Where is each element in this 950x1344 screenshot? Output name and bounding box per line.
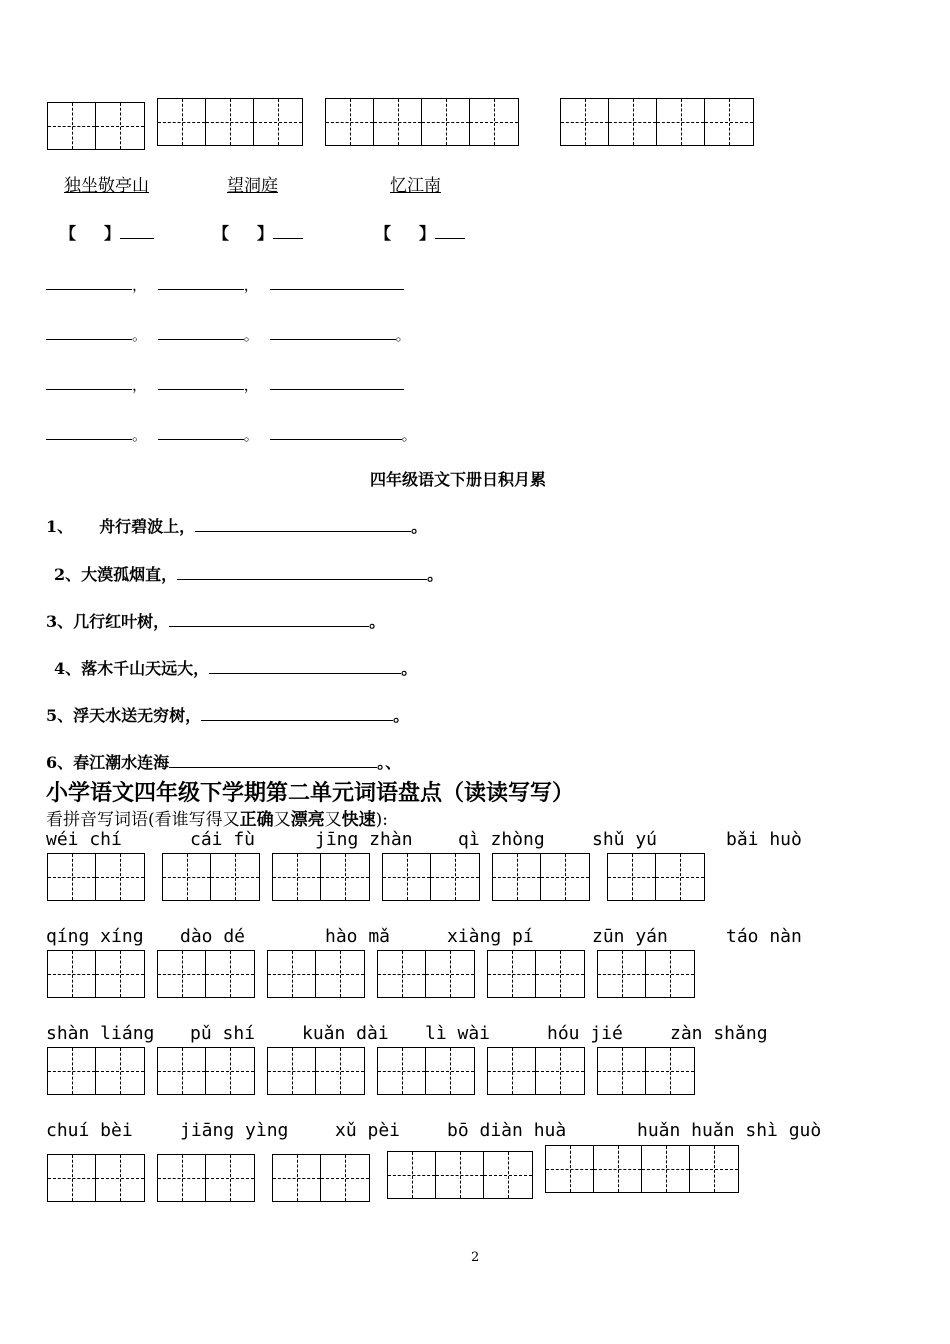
answer-blank[interactable] (270, 375, 404, 390)
writing-box-group[interactable] (492, 853, 590, 901)
writing-cell[interactable] (163, 854, 211, 900)
pinyin-label: xiàng pí (447, 926, 534, 947)
writing-cell[interactable] (608, 854, 656, 900)
question-line: 3、几行红叶树， 。 (46, 612, 386, 631)
writing-box-group[interactable] (487, 950, 585, 998)
writing-cell[interactable] (273, 1155, 321, 1201)
writing-cell[interactable] (374, 99, 422, 145)
poem-title: 望洞庭 (227, 176, 278, 196)
writing-box-group[interactable] (560, 98, 754, 146)
writing-box-group[interactable] (162, 853, 260, 901)
writing-cell[interactable] (488, 1048, 536, 1094)
writing-box-group[interactable] (377, 950, 475, 998)
writing-cell[interactable] (48, 1048, 96, 1094)
writing-box-group[interactable] (267, 1047, 365, 1095)
pinyin-label: cái fù (190, 829, 256, 850)
answer-blank[interactable] (169, 612, 369, 627)
writing-cell[interactable] (48, 1155, 96, 1201)
pinyin-label: hóu jié (547, 1023, 623, 1044)
writing-cell[interactable] (48, 854, 96, 900)
writing-cell[interactable] (96, 1155, 144, 1201)
writing-cell[interactable] (48, 951, 96, 997)
writing-cell[interactable] (609, 99, 657, 145)
poem-line: ， ， (46, 274, 404, 295)
writing-cell[interactable] (206, 99, 254, 145)
writing-cell[interactable] (96, 103, 144, 149)
pinyin-label: shǔ yú (592, 829, 658, 850)
writing-box-group[interactable] (47, 102, 145, 150)
writing-box-group[interactable] (272, 853, 370, 901)
pinyin-label: lì wài (425, 1023, 491, 1044)
answer-blank[interactable] (270, 275, 404, 290)
pinyin-label: zàn shǎng (670, 1023, 768, 1044)
writing-cell[interactable] (211, 854, 259, 900)
writing-cell[interactable] (158, 951, 206, 997)
writing-cell[interactable] (316, 951, 364, 997)
writing-cell[interactable] (656, 854, 704, 900)
pinyin-label: shàn liáng (46, 1023, 155, 1044)
writing-box-group[interactable] (607, 853, 705, 901)
answer-blank[interactable] (120, 224, 154, 239)
answer-blank[interactable] (209, 659, 401, 674)
writing-box-group[interactable] (272, 1154, 370, 1202)
writing-box-group[interactable] (157, 98, 303, 146)
pinyin-label: xǔ pèi (335, 1120, 401, 1141)
answer-blank[interactable] (195, 517, 411, 532)
writing-cell[interactable] (646, 1048, 694, 1094)
answer-blank[interactable] (169, 753, 377, 768)
poem-title: 忆江南 (390, 176, 441, 196)
answer-blank[interactable] (201, 706, 393, 721)
pinyin-label: kuǎn dài (302, 1023, 389, 1044)
answer-blank[interactable] (270, 325, 396, 340)
pinyin-label: dào dé (180, 926, 246, 947)
writing-cell[interactable] (254, 99, 302, 145)
poem-line: ， ， (46, 374, 404, 395)
writing-cell[interactable] (536, 951, 584, 997)
writing-cell[interactable] (598, 951, 646, 997)
poem-line: 。 。 。 (46, 324, 411, 345)
question-line: 4、落木千山天远大， 。 (54, 659, 418, 678)
pinyin-label: hào mǎ (325, 926, 391, 947)
writing-cell[interactable] (561, 99, 609, 145)
answer-blank[interactable] (435, 224, 465, 239)
poem-line: 。 。 。 (46, 424, 417, 445)
writing-cell[interactable] (657, 99, 705, 145)
writing-cell[interactable] (273, 854, 321, 900)
answer-blank[interactable] (177, 565, 427, 580)
answer-blank[interactable] (158, 275, 244, 290)
writing-cell[interactable] (426, 951, 474, 997)
pinyin-label: jīng zhàn (315, 829, 413, 850)
writing-box-group[interactable] (597, 1047, 695, 1095)
pinyin-label: bō diàn huà (447, 1120, 567, 1141)
writing-cell[interactable] (158, 1048, 206, 1094)
writing-cell[interactable] (158, 1155, 206, 1201)
writing-cell[interactable] (690, 1146, 738, 1192)
writing-cell[interactable] (470, 99, 518, 145)
writing-cell[interactable] (646, 951, 694, 997)
writing-box-group[interactable] (545, 1145, 739, 1193)
writing-box-group[interactable] (47, 1047, 145, 1095)
writing-cell[interactable] (96, 854, 144, 900)
writing-box-group[interactable] (382, 853, 480, 901)
writing-cell[interactable] (383, 854, 431, 900)
answer-blank[interactable] (158, 425, 244, 440)
writing-cell[interactable] (431, 854, 479, 900)
writing-cell[interactable] (541, 854, 589, 900)
writing-cell[interactable] (206, 1048, 254, 1094)
writing-cell[interactable] (426, 1048, 474, 1094)
writing-cell[interactable] (378, 951, 426, 997)
pinyin-label: qì zhòng (458, 829, 545, 850)
writing-cell[interactable] (206, 1155, 254, 1201)
writing-cell[interactable] (48, 103, 96, 149)
writing-box-group[interactable] (487, 1047, 585, 1095)
writing-box-group[interactable] (157, 1154, 255, 1202)
answer-blank[interactable] (46, 275, 132, 290)
answer-blank[interactable] (46, 375, 132, 390)
writing-cell[interactable] (206, 951, 254, 997)
writing-cell[interactable] (378, 1048, 426, 1094)
question-line: 2、大漠孤烟直， 。 (54, 565, 444, 584)
writing-cell[interactable] (436, 1152, 484, 1198)
pinyin-label: huǎn huǎn shì guò (637, 1120, 822, 1141)
writing-cell[interactable] (536, 1048, 584, 1094)
writing-box-group[interactable] (47, 1154, 145, 1202)
writing-box-group[interactable] (47, 950, 145, 998)
pinyin-label: wéi chí (46, 829, 122, 850)
writing-box-group[interactable] (387, 1151, 533, 1199)
writing-box-group[interactable] (267, 950, 365, 998)
writing-box-group[interactable] (325, 98, 519, 146)
writing-box-group[interactable] (377, 1047, 475, 1095)
writing-cell[interactable] (488, 951, 536, 997)
writing-cell[interactable] (422, 99, 470, 145)
answer-blank[interactable] (158, 375, 244, 390)
answer-blank[interactable] (46, 425, 132, 440)
answer-blank[interactable] (158, 325, 244, 340)
writing-cell[interactable] (705, 99, 753, 145)
answer-blank[interactable] (273, 224, 303, 239)
answer-blank[interactable] (46, 325, 132, 340)
writing-cell[interactable] (158, 99, 206, 145)
page-number: 2 (471, 1250, 480, 1265)
pinyin-label: qíng xíng (46, 926, 144, 947)
writing-cell[interactable] (493, 854, 541, 900)
writing-cell[interactable] (316, 1048, 364, 1094)
writing-cell[interactable] (484, 1152, 532, 1198)
writing-cell[interactable] (388, 1152, 436, 1198)
poem-title: 独坐敬亭山 (64, 176, 149, 196)
pinyin-label: jiāng yìng (180, 1120, 289, 1141)
question-line: 1、 舟行碧波上， 。 (46, 517, 428, 536)
answer-blank[interactable] (270, 425, 402, 440)
writing-cell[interactable] (96, 951, 144, 997)
writing-cell[interactable] (598, 1048, 646, 1094)
writing-cell[interactable] (642, 1146, 690, 1192)
writing-box-group[interactable] (47, 853, 145, 901)
pinyin-label: pǔ shí (190, 1023, 256, 1044)
pinyin-label: táo nàn (726, 926, 802, 947)
writing-box-group[interactable] (157, 950, 255, 998)
unit-title: 小学语文四年级下学期第二单元词语盘点（读读写写） (46, 780, 575, 806)
writing-cell[interactable] (594, 1146, 642, 1192)
writing-cell[interactable] (268, 1048, 316, 1094)
author-bracket: 【 】 (213, 221, 303, 244)
pinyin-label: zūn yán (592, 926, 668, 947)
writing-box-group[interactable] (597, 950, 695, 998)
writing-box-group[interactable] (157, 1047, 255, 1095)
writing-cell[interactable] (268, 951, 316, 997)
instruction: 看拼音写词语(看谁写得又正确又漂亮又快速): (46, 810, 389, 830)
writing-cell[interactable] (326, 99, 374, 145)
writing-cell[interactable] (321, 854, 369, 900)
author-bracket: 【 】 (60, 221, 154, 244)
question-line: 6、春江潮水连海 。、 (46, 753, 402, 772)
writing-cell[interactable] (546, 1146, 594, 1192)
question-line: 5、浮天水送无穷树， 。 (46, 706, 410, 725)
writing-cell[interactable] (321, 1155, 369, 1201)
author-bracket: 【 】 (375, 221, 465, 244)
pinyin-label: bǎi huò (726, 829, 802, 850)
section-title: 四年级语文下册日积月累 (370, 470, 547, 489)
pinyin-label: chuí bèi (46, 1120, 133, 1141)
writing-cell[interactable] (96, 1048, 144, 1094)
